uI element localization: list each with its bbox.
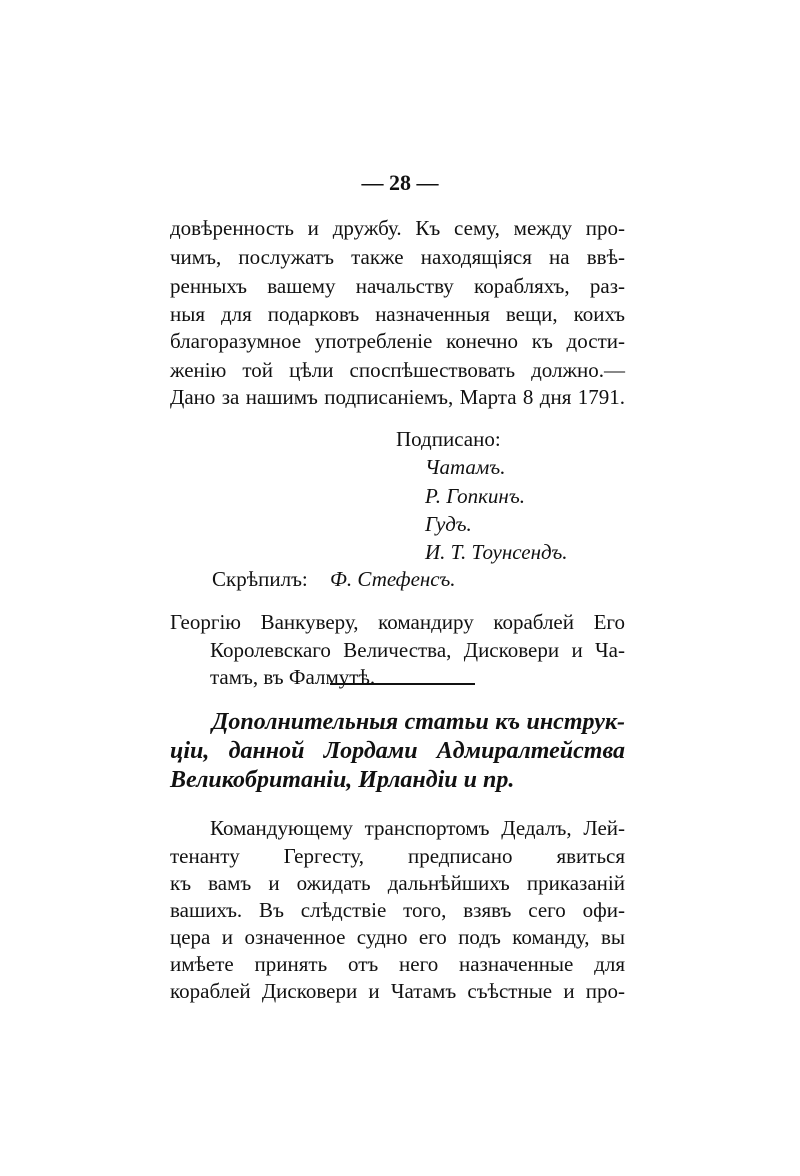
signature-name: Р. Гопкинъ.: [425, 484, 525, 508]
address-line: Георгію Ванкуверу, командиру кораблей Его: [170, 610, 625, 634]
paragraph-line: чимъ, послужатъ также находящіяся на ввѣ-: [170, 245, 625, 269]
paragraph-line: къ вамъ и ожидать дальнѣйшихъ приказаній: [170, 871, 625, 895]
paragraph-line: благоразумное употребленіе конечно къ дости-: [170, 329, 625, 353]
paragraph-line: имѣете принять отъ него назначенные для: [170, 952, 625, 976]
paragraph-line: ренныхъ вашему начальству корабляхъ, раз-: [170, 274, 625, 298]
section-heading-line: Великобританіи, Ирландіи и пр.: [170, 767, 515, 793]
paragraph-line: женію той цѣли споспѣшествовать должно.—: [170, 358, 625, 382]
signature-name: Чатамъ.: [425, 455, 506, 479]
paragraph-line: ныя для подарковъ назначенныя вещи, коихъ: [170, 302, 625, 326]
section-divider: [330, 683, 475, 685]
paragraph-line: тенанту Гергесту, предписано явиться: [170, 844, 625, 868]
address-line: тамъ, въ Фалмутѣ.: [210, 665, 376, 689]
paragraph-line: кораблей Дисковери и Чатамъ съѣстные и про-: [170, 979, 625, 1003]
section-heading-line: Дополнительныя статьи къ инструк-: [212, 709, 625, 735]
countersigned-name: Ф. Стефенсъ.: [330, 567, 456, 591]
paragraph-line: довѣренность и дружбу. Къ сему, между про-: [170, 216, 625, 240]
signed-label: Подписано:: [396, 427, 501, 451]
countersigned-label: Скрѣпилъ:: [212, 567, 308, 591]
address-line: Королевскаго Величества, Дисковери и Ча-: [210, 638, 625, 662]
paragraph-line: Командующему транспортомъ Дедалъ, Лей-: [210, 816, 625, 840]
signature-name: Гудъ.: [425, 512, 472, 536]
signature-name: И. Т. Тоунсендъ.: [425, 540, 568, 564]
section-heading-line: ціи, данной Лордами Адмиралтейства: [170, 738, 625, 764]
paragraph-line: вашихъ. Въ слѣдствіе того, взявъ сего офи-: [170, 898, 625, 922]
page-number: — 28 —: [361, 170, 439, 195]
paragraph-line: цера и означенное судно его подъ команду, вы: [170, 925, 625, 949]
paragraph-line-last: Дано за нашимъ подписаніемъ, Марта 8 дня 1791.: [170, 385, 625, 409]
